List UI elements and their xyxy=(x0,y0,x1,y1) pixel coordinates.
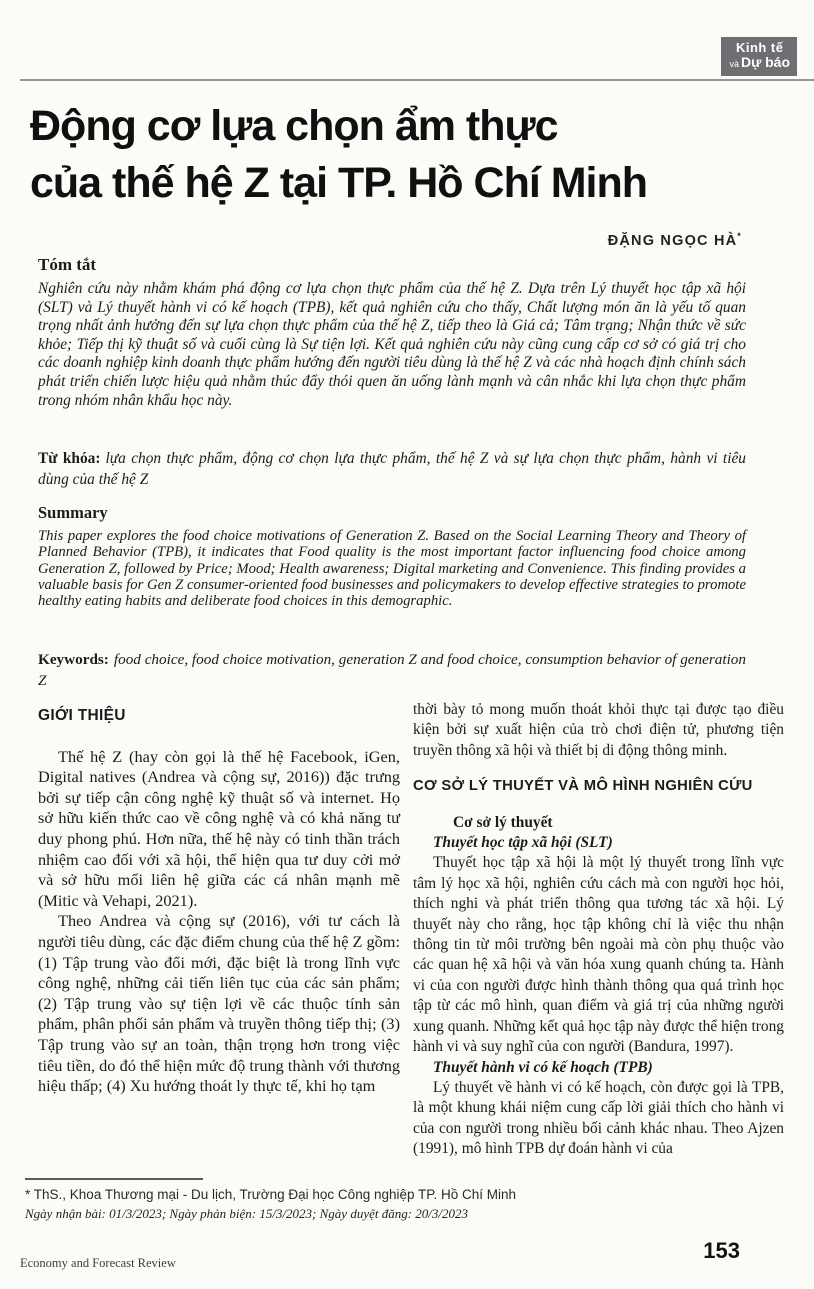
theory-paragraph-slt: Thuyết học tập xã hội là một lý thuyết trong lĩnh vực tâm lý học xã hội, nghiên cứu cách mà con người học hỏi, thích nghi và phát triển thông qua tương tác xã hội. Lý thuyết này cho rằng, học tập không chỉ là việc thu nhận thông tin từ môi trường bên ngoài mà còn phụ thuộc vào các quan hệ xã hội và văn hóa xung quanh chúng ta. Hành vi của con người được hình thành thông qua quá trình học tập từ các mô hình, quan điểm và giá trị của những người xung quanh. Những kết quả học tập này được thể hiện trong hành vi và suy nghĩ của con người (Bandura, 1997). xyxy=(413,854,784,1056)
author-footnote-mark: * xyxy=(737,231,742,241)
page-number: 153 xyxy=(703,1238,740,1263)
intro-paragraph-continuation: thời bày tỏ mong muốn thoát khỏi thực tại được tạo điều kiện bởi sự xuất hiện của trò chơi điện tử, phương tiện truyền thông xã hội và thiết bị di động thông minh. xyxy=(413,701,784,759)
abstract-heading: Tóm tắt xyxy=(38,255,97,274)
theory-paragraph-tpb: Lý thuyết về hành vi có kế hoạch, còn được gọi là TPB, là một khung khái niệm cung cấp lời giải thích cho hành vi của con người trong nhiều bối cảnh khác nhau. Theo Ajzen (1991), mô hình TPB dự đoán hành vi của xyxy=(413,1078,784,1158)
submission-dates: Ngày nhận bài: 01/3/2023; Ngày phản biện: 15/3/2023; Ngày duyệt đăng: 20/3/2023 xyxy=(25,1206,469,1221)
keywords-vi-text: lựa chọn thực phẩm, động cơ chọn lựa thực phẩm, thế hệ Z và sự lựa chọn thực phẩm, hành vi tiêu dùng của thế hệ Z xyxy=(38,450,747,488)
footnote-marker: * xyxy=(25,1187,31,1202)
footnote-divider xyxy=(25,1178,203,1180)
summary-section xyxy=(38,503,746,609)
abstract-text: Nghiên cứu này nhằm khám phá động cơ lựa chọn thực phẩm của thế hệ Z. Dựa trên Lý thuyết học tập xã hội (SLT) và Lý thuyết hành vi có kế hoạch (TPB), kết quả nghiên cứu cho thấy, Chất lượng món ăn là yếu tố quan trọng nhất ảnh hưởng đến sự lựa chọn thực phẩm của thế hệ Z, tiếp theo là Giá cả; Tâm trạng; Nhận thức về sức khỏe; Tiếp thị kỹ thuật số và cuối cùng là Sự tiện lợi. Kết quả nghiên cứu này cũng cung cấp cơ sở có giá trị cho các doanh nghiệp kinh doanh thực phẩm hướng đến người tiêu dùng là thế hệ Z và các nhà hoạch định chính sách phát triển chiến lược hiệu quả nhằm thúc đẩy thói quen ăn uống lành mạnh và cân nhắc khi lựa chọn thực phẩm trong nhóm nhân khẩu học này. xyxy=(38,280,746,409)
author-affiliation: * ThS., Khoa Thương mại - Du lịch, Trường Đại học Công nghiệp TP. Hồ Chí Minh xyxy=(25,1187,517,1202)
subheading-theory-basis: Cơ sở lý thuyết xyxy=(453,813,553,831)
keywords-vi-label: Từ khóa: xyxy=(38,450,101,467)
section-heading-introduction: GIỚI THIỆU xyxy=(38,707,126,724)
journal-logo-line2-main: Dự báo xyxy=(740,54,790,71)
journal-logo-line2-prefix: và xyxy=(729,59,739,70)
article-title-line1: Động cơ lựa chọn ẩm thực xyxy=(30,102,558,150)
keywords-en-text: food choice, food choice motivation, generation Z and food choice, consumption behavior of generation Z xyxy=(38,651,746,689)
summary-text: This paper explores the food choice motivations of Generation Z. Based on the Social Learning Theory and Theory of Planned Behavior (TPB), it indicates that Food quality is the most important factor influencing food choice among Generation Z, followed by Price; Mood; Health awareness; Digital marketing and Convenience. This finding provides a valuable basis for Gen Z consumer-oriented food businesses and policymakers to develop effective strategies to promote healthy eating habits and deliberate food choices in this demographic. xyxy=(38,528,746,610)
left-column xyxy=(38,700,400,1160)
journal-logo-line2 xyxy=(729,55,790,70)
keywords-vi xyxy=(38,449,746,490)
keywords-en-label: Keywords: xyxy=(38,651,109,668)
intro-paragraph-1: Thế hệ Z (hay còn gọi là thế hệ Facebook, iGen, Digital natives (Andrea và cộng sự, 2016)) đặc trưng bởi sự tiếp cận công nghệ kỹ thuật số và internet. Họ sở hữu kiến thức cao về công nghệ và có khả năng tư duy phong phú. Hơn nữa, thế hệ này có tinh thần trách nhiệm cao đối với xã hội, thể hiện qua tư duy cởi mở và sở hữu mối liên hệ giữa các cá nhân mạnh mẽ (Mitic và Vehapi, 2021). xyxy=(38,746,400,910)
journal-logo-badge xyxy=(721,37,797,76)
footnote-section xyxy=(25,1178,745,1222)
article-body xyxy=(38,700,784,1160)
summary-heading: Summary xyxy=(38,503,108,522)
subheading-slt: Thuyết học tập xã hội (SLT) xyxy=(433,834,613,852)
right-column xyxy=(413,700,784,1160)
article-title xyxy=(30,98,770,212)
abstract-section xyxy=(38,255,746,410)
article-title-line2: của thế hệ Z tại TP. Hồ Chí Minh xyxy=(30,158,648,207)
keywords-en xyxy=(38,650,746,691)
journal-logo-line1: Kinh tế xyxy=(735,40,784,55)
section-heading-theory: CƠ SỞ LÝ THUYẾT VÀ MÔ HÌNH NGHIÊN CỨU xyxy=(413,778,753,795)
journal-name: Economy and Forecast Review xyxy=(20,1256,176,1270)
header-divider xyxy=(20,79,814,81)
author-name: ĐẶNG NGỌC HÀ* xyxy=(607,231,742,249)
intro-paragraph-2: Theo Andrea và cộng sự (2016), với tư cách là người tiêu dùng, các đặc điểm chung của thế hệ Z gồm: (1) Tập trung vào đổi mới, đặc biệt là trong lĩnh vực công nghệ, những cải tiến liên tục của các sản phẩm; (2) Tập trung vào sự tiện lợi về các thuộc tính sản phẩm, phân phối sản phẩm và truyền thông tiếp thị; (3) Tập trung vào sự an toàn, thận trọng hơn trong việc tiêu tiền, do đó thể hiện mức độ trung thành với thương hiệu thấp; (4) Xu hướng thoát ly thực tế, khi họ tạm xyxy=(38,911,400,1096)
subheading-tpb: Thuyết hành vi có kế hoạch (TPB) xyxy=(433,1058,653,1076)
